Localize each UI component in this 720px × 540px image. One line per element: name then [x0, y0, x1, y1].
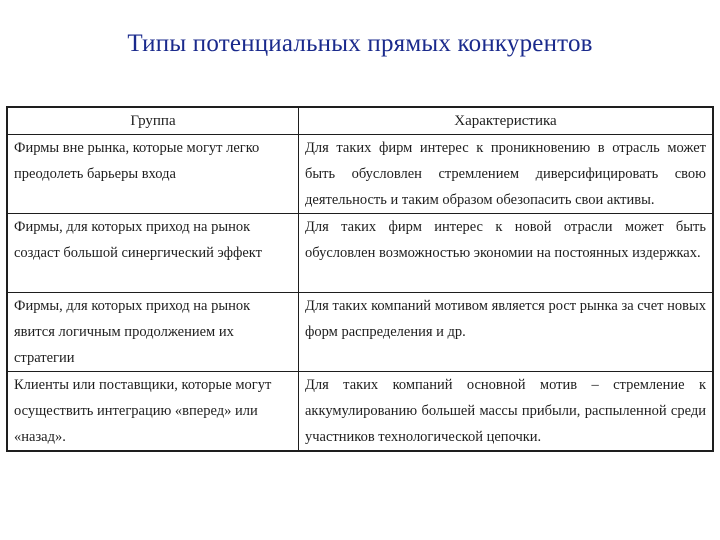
table-row: [8, 293, 712, 372]
group-cell: Фирмы вне рынка, которые могут легко преодолеть барьеры входа: [8, 135, 299, 214]
table-row: [8, 135, 712, 214]
characteristic-cell: Для таких компаний мотивом является рост рынка за счет новых форм распределения и др.: [299, 293, 713, 372]
competitors-table: [6, 106, 714, 452]
group-cell: Фирмы, для которых приход на рынок создаст большой синергический эффект: [8, 214, 299, 293]
group-cell: Клиенты или поставщики, которые могут осуществить интеграцию «вперед» или «назад».: [8, 372, 299, 451]
table-header-row: [8, 108, 712, 135]
characteristic-cell: Для таких фирм интерес к новой отрасли может быть обусловлен возможностью экономии на постоянных издержках.: [299, 214, 713, 293]
table-row: [8, 214, 712, 293]
competitors-table-grid: [8, 108, 712, 450]
table-row: [8, 372, 712, 451]
characteristic-cell: Для таких фирм интерес к проникновению в отрасль может быть обусловлен стремлением диверсифицировать свою деятельность и таким образом обезопасить свои активы.: [299, 135, 713, 214]
characteristic-cell: Для таких компаний основной мотив – стремление к аккумулированию большей массы прибыли, распыленной среди участников технологической цепочки.: [299, 372, 713, 451]
group-cell: Фирмы, для которых приход на рынок явится логичным продолжением их стратегии: [8, 293, 299, 372]
column-header-characteristic: Характеристика: [299, 108, 713, 135]
column-header-group: Группа: [8, 108, 299, 135]
slide-title: Типы потенциальных прямых конкурентов: [127, 30, 593, 57]
